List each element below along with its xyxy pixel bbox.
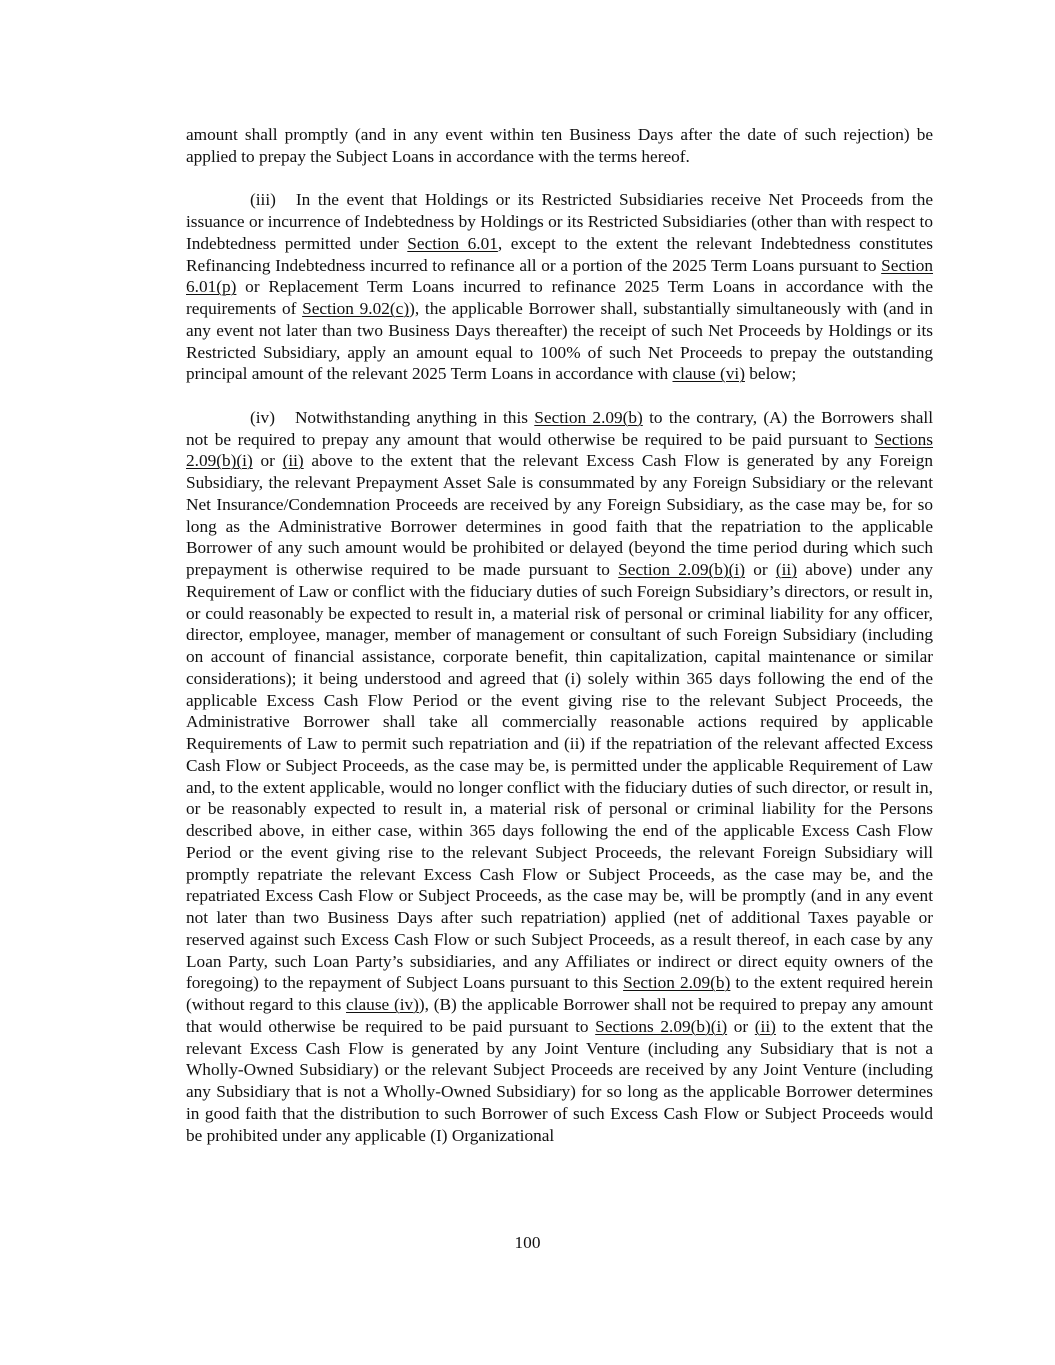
clause-reference: (ii) xyxy=(282,451,304,471)
clause-reference: clause (iv) xyxy=(346,995,419,1014)
clause-reference: (ii) xyxy=(754,1016,776,1036)
paragraph-text: ), (B) the applicable Borrower shall not be required to prepay any amount that would otherwise be required to be paid pursuant to xyxy=(186,995,933,1036)
section-reference: Section 9.02(c) xyxy=(302,299,410,318)
paragraph-text: above to the extent that the relevant Excess Cash Flow is generated by any Foreign Subsidiary, the relevant Prepayment Asset Sale is consummated by any Foreign Subsidiary or the relevant Net Insurance/Condemnation Proceeds are received by any Foreign Subsidiary, as the case may be, for so long as the Administrative Borrower determines in good faith that the repatriation to the applicable Borrower of any such amount would be prohibited or delayed (beyond the time period during which such prepayment is otherwise required to be made pursuant to xyxy=(186,451,933,579)
paragraph-text: , except to the extent the relevant Indebtedness constitutes Refinancing Indebtedness incurred to refinance all or a portion of the 2025 Term Loans pursuant to xyxy=(186,233,933,275)
section-reference: Section 6.01(p) xyxy=(186,255,933,297)
paragraph-text: or Replacement Term Loans incurred to refinance 2025 Term Loans in accordance with the requirements of xyxy=(186,277,933,318)
paragraph-text: below; xyxy=(744,364,797,384)
paragraph-text: or xyxy=(744,560,776,579)
paragraph-text: or xyxy=(727,1016,755,1036)
paragraph-spacer xyxy=(186,385,933,407)
clause-label-iv: (iv) xyxy=(250,407,275,427)
document-page xyxy=(186,124,933,1146)
paragraph-text: or xyxy=(252,451,283,471)
paragraph-iv xyxy=(186,407,933,1147)
paragraph-spacer xyxy=(186,168,933,190)
paragraph-text: to the contrary, (A) the Borrowers shall not be required to prepay any amount that would otherwise be required to be paid pursuant to xyxy=(186,407,933,449)
section-reference: Sections 2.09(b)(i) xyxy=(186,429,933,471)
paragraph-text: ), the applicable Borrower shall, substantially simultaneously with (and in any event not later than two Business Days thereafter) the receipt of such Net Proceeds by Holdings or its Restricted Subsidiary, apply an amount equal to 100% of such Net Proceeds to prepay the outstanding principal amount of the relevant 2025 Term Loans in accordance with xyxy=(186,299,933,384)
paragraph-text: above) under any Requirement of Law or conflict with the fiduciary duties of such Foreign Subsidiary’s directors, or result in, or could reasonably be expected to result in, a material risk of personal or criminal liability for any officer, director, employee, manager, member of management or consultant of such Foreign Subsidiary (including on account of financial assistance, corporate benefit, thin capitalization, capital maintenance or similar considerations); it being understood and agreed that (i) solely within 365 days following the end of the applicable Excess Cash Flow Period or the event giving rise to the relevant Subject Proceeds, the Administrative Borrower shall take all commercially reasonable actions required by applicable Requirements of Law to permit such repatriation and (ii) if the repatriation of the relevant affected Excess Cash Flow or Subject Proceeds, as the case may be, is permitted under the applicable Requirement of Law and, to the extent applicable, would no longer conflict with the fiduciary duties of such director, or result in, or be reasonably expected to result in, a material risk of personal or criminal liability for the Persons described above, in either case, within 365 days following the end of the applicable Excess Cash Flow Period or the event giving rise to the relevant Subject Proceeds, the relevant Foreign Subsidiary will promptly repatriate the relevant Excess Cash Flow or Subject Proceeds, as the case may be, and the repatriated Excess Cash Flow or Subject Proceeds, as the case may be, will be promptly (and in any event not later than two Business Days after such repatriation) applied (net of additional Taxes payable or reserved against such Excess Cash Flow or such Subject Proceeds, as a result thereof, in each case by any Loan Party, such Loan Party’s subsidiaries, and any Affiliates or indirect or direct equity owners of the foregoing) to the repayment of Subject Loans pursuant to this xyxy=(186,560,934,993)
paragraph-text: Notwithstanding anything in this xyxy=(294,407,535,427)
page-number: 100 xyxy=(514,1233,541,1252)
clause-label-iii: (iii) xyxy=(250,190,276,210)
section-reference: Section 2.09(b) xyxy=(623,973,731,993)
section-reference: Section 6.01 xyxy=(407,233,498,253)
paragraph-text: to the extent required herein (without regard to this xyxy=(186,973,934,1014)
paragraph-text: In the event that Holdings or its Restricted Subsidiaries receive Net Proceeds from the issuance or incurrence of Indebtedness by Holdings or its Restricted Subsidiaries (other than with respect to Indebtedness permitted under xyxy=(186,190,933,253)
section-reference: Section 2.09(b) xyxy=(534,407,643,427)
section-reference: Sections 2.09(b)(i) xyxy=(595,1016,728,1036)
paragraph-text: to the extent that the relevant Excess Cash Flow is generated by any Joint Venture (including any Subsidiary that is not a Wholly-Owned Subsidiary) or the relevant Subject Proceeds are received by any Joint Venture (including any Subsidiary that is not a Wholly-Owned Subsidiary) for so long as the applicable Borrower determines in good faith that the distribution to such Borrower of such Excess Cash Flow or Subject Proceeds would be prohibited under any applicable (I) Organizational xyxy=(186,1016,933,1145)
paragraph-text: amount shall promptly (and in any event within ten Business Days after the date of such rejection) be applied to prepay the Subject Loans in accordance with the terms hereof. xyxy=(186,125,933,166)
section-reference: Section 2.09(b)(i) xyxy=(618,560,745,579)
clause-reference: clause (vi) xyxy=(672,364,745,384)
paragraph-iii xyxy=(186,189,933,385)
continuation-paragraph xyxy=(186,124,933,168)
clause-reference: (ii) xyxy=(775,560,797,579)
